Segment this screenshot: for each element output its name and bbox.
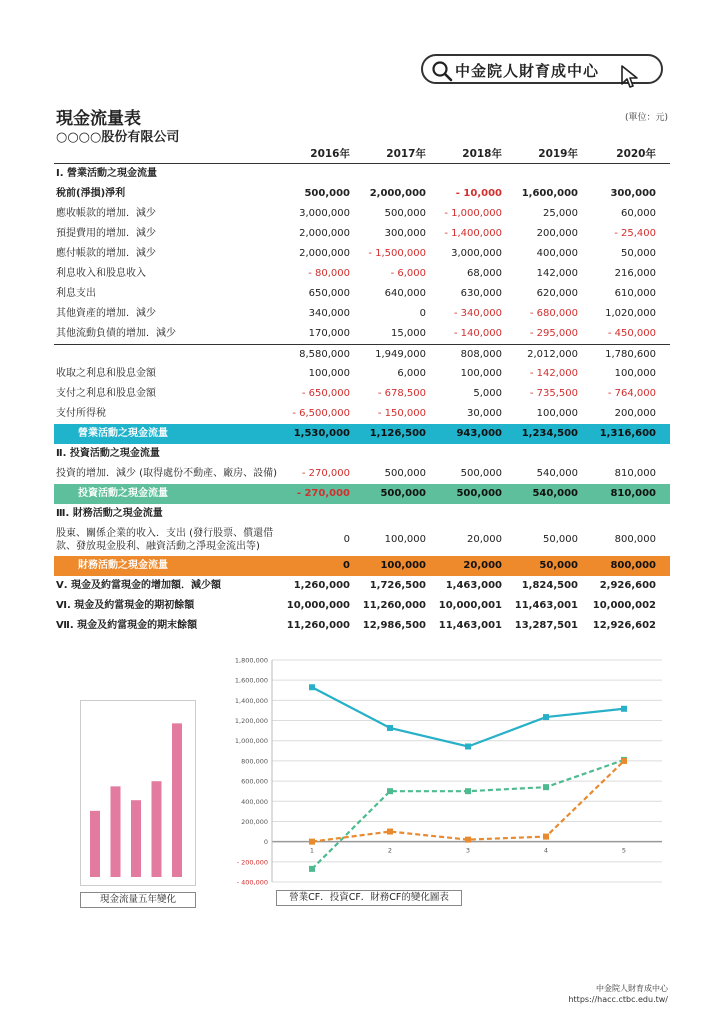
table-row: [54, 224, 670, 244]
row-value: 11,260,000: [286, 620, 350, 631]
series-0-point: [309, 684, 315, 690]
year-header: 2018年: [462, 148, 502, 160]
row-value: 500,000: [384, 208, 426, 219]
row-value: 800,000: [610, 560, 656, 571]
series-0-point: [387, 725, 393, 731]
row-value: 1,824,500: [521, 580, 578, 591]
row-value: - 6,000: [390, 268, 426, 279]
row-value: 100,000: [384, 534, 426, 545]
bar-chart-title: 現金流量五年變化: [80, 892, 196, 908]
table-row: [54, 284, 670, 304]
row-value: 610,000: [614, 288, 656, 299]
table-row: [54, 204, 670, 224]
company-name: ○○○○股份有限公司: [56, 130, 180, 145]
row-value: - 450,000: [607, 328, 656, 339]
row-value: 170,000: [308, 328, 350, 339]
operating-total-row: [54, 424, 670, 444]
summary-row: [54, 576, 670, 596]
series-2-point: [621, 758, 627, 764]
row-value: 100,000: [460, 368, 502, 379]
row-label: 收取之利息和股息金額: [56, 368, 156, 379]
row-value: 10,000,001: [438, 600, 502, 611]
y-tick-label: - 200,000: [236, 858, 268, 867]
row-value: 8,580,000: [299, 349, 350, 360]
series-line-0: [312, 687, 624, 746]
brand-search-box[interactable]: [421, 54, 663, 84]
row-value: 540,000: [532, 488, 578, 499]
investing-total-row: [54, 484, 670, 504]
table-header-row: [54, 140, 670, 164]
subtotal-row: [54, 344, 670, 364]
cash-flow-table: [54, 140, 670, 636]
row-value: 1,780,600: [605, 349, 656, 360]
unit-label: (單位：元): [624, 113, 668, 123]
summary-row: [54, 596, 670, 616]
series-1-point: [465, 788, 471, 794]
row-label: 投資活動之現金流量: [78, 488, 168, 499]
row-value: 100,000: [536, 408, 578, 419]
row-value: 3,000,000: [299, 208, 350, 219]
row-value: 216,000: [614, 268, 656, 279]
row-value: 3,000,000: [451, 248, 502, 259]
row-value: - 650,000: [301, 388, 350, 399]
row-value: 10,000,002: [592, 600, 656, 611]
series-0-point: [543, 714, 549, 720]
search-icon: [431, 60, 453, 82]
row-value: 12,926,602: [592, 620, 656, 631]
row-value: - 6,500,000: [292, 408, 350, 419]
series-0-point: [465, 743, 471, 749]
row-value: 20,000: [463, 560, 502, 571]
row-value: 2,000,000: [369, 188, 426, 199]
row-value: 1,020,000: [605, 308, 656, 319]
row-value: 1,463,000: [445, 580, 502, 591]
table-row: [54, 304, 670, 324]
row-value: 25,000: [543, 208, 578, 219]
x-tick-label: 3: [465, 846, 471, 855]
row-value: 200,000: [614, 408, 656, 419]
financing-total-row: [54, 556, 670, 576]
y-tick-label: 1,600,000: [234, 676, 268, 685]
series-1-point: [387, 788, 393, 794]
row-value: 300,000: [384, 228, 426, 239]
row-value: - 270,000: [296, 488, 350, 499]
pointer-cursor-icon: [619, 64, 641, 90]
y-tick-label: 0: [263, 838, 268, 847]
table-row: [54, 524, 670, 556]
row-value: - 735,500: [529, 388, 578, 399]
row-value: 10,000,000: [286, 600, 350, 611]
row-value: - 1,000,000: [444, 208, 502, 219]
row-value: 20,000: [467, 534, 502, 545]
row-value: 650,000: [308, 288, 350, 299]
row-value: 1,316,600: [599, 428, 656, 439]
five-year-bar-chart: [80, 700, 196, 886]
y-tick-label: 800,000: [241, 757, 268, 766]
summary-row: [54, 616, 670, 636]
y-tick-label: 200,000: [241, 817, 268, 826]
bar-2: [131, 800, 141, 877]
row-value: 800,000: [614, 534, 656, 545]
bar-3: [152, 781, 162, 877]
table-row: [54, 264, 670, 284]
row-value: 0: [343, 560, 350, 571]
row-value: - 764,000: [607, 388, 656, 399]
footer-url[interactable]: https://hacc.ctbc.edu.tw/: [568, 995, 668, 1004]
row-value: - 80,000: [308, 268, 350, 279]
section-heading-financing: Ⅲ. 財務活動之現金流量: [56, 508, 163, 519]
brand-name: 中金院人財育成中心: [455, 62, 600, 80]
row-label: 應付帳款的增加．減少: [56, 248, 156, 259]
row-value: 500,000: [384, 468, 426, 479]
row-value: - 678,500: [377, 388, 426, 399]
series-2-point: [543, 834, 549, 840]
row-value: 300,000: [610, 188, 656, 199]
row-value: 50,000: [621, 248, 656, 259]
series-2-point: [309, 839, 315, 845]
row-value: 5,000: [473, 388, 502, 399]
row-label: 營業活動之現金流量: [78, 428, 168, 439]
row-value: - 680,000: [529, 308, 578, 319]
footer: [568, 983, 668, 1005]
y-tick-label: 1,400,000: [234, 696, 268, 705]
row-value: 500,000: [304, 188, 350, 199]
y-tick-label: 1,000,000: [234, 737, 268, 746]
year-header: 2020年: [616, 148, 656, 160]
row-label: 預提費用的增加．減少: [56, 228, 156, 239]
row-value: 30,000: [467, 408, 502, 419]
row-value: 620,000: [536, 288, 578, 299]
table-row: [54, 364, 670, 384]
x-tick-label: 4: [543, 846, 549, 855]
row-label: Ⅶ. 現金及約當現金的期末餘額: [56, 620, 198, 631]
table-row: [54, 384, 670, 404]
row-value: 2,000,000: [299, 248, 350, 259]
row-value: 1,530,000: [293, 428, 350, 439]
y-tick-label: 1,800,000: [234, 656, 268, 665]
x-tick-label: 2: [387, 846, 393, 855]
row-value: 11,463,001: [514, 600, 578, 611]
row-value: 2,926,600: [599, 580, 656, 591]
row-label: 財務活動之現金流量: [78, 560, 168, 571]
row-value: 1,260,000: [293, 580, 350, 591]
row-value: 1,600,000: [521, 188, 578, 199]
section-heading-operating: Ⅰ. 營業活動之現金流量: [56, 168, 158, 179]
row-value: 200,000: [536, 228, 578, 239]
row-value: 500,000: [456, 488, 502, 499]
row-value: 100,000: [380, 560, 426, 571]
row-value: 68,000: [467, 268, 502, 279]
bar-4: [172, 723, 182, 877]
row-label: 利息收入和股息收入: [56, 268, 146, 279]
row-value: - 1,400,000: [444, 228, 502, 239]
row-value: - 142,000: [529, 368, 578, 379]
row-value: - 295,000: [529, 328, 578, 339]
y-tick-label: 400,000: [241, 797, 268, 806]
table-row: [54, 184, 670, 204]
year-header: 2019年: [538, 148, 578, 160]
table-row: [54, 404, 670, 424]
year-header: 2017年: [386, 148, 426, 160]
row-value: 2,012,000: [527, 349, 578, 360]
row-value: 1,726,500: [369, 580, 426, 591]
series-1-point: [309, 866, 315, 872]
row-label: Ⅵ. 現金及約當現金的期初餘額: [56, 600, 195, 611]
row-value: 1,126,500: [369, 428, 426, 439]
year-header: 2016年: [310, 148, 350, 160]
row-value: 50,000: [543, 534, 578, 545]
footer-name: 中金院人財育成中心: [596, 984, 668, 993]
row-label: 支付之利息和股息金額: [56, 388, 156, 399]
section-heading-investing: Ⅱ. 投資活動之現金流量: [56, 448, 160, 459]
row-value: 11,260,000: [362, 600, 426, 611]
row-value: - 340,000: [453, 308, 502, 319]
series-2-point: [465, 837, 471, 843]
row-label: 支付所得稅: [56, 408, 106, 419]
row-value: 15,000: [391, 328, 426, 339]
row-value: 640,000: [384, 288, 426, 299]
row-value: 500,000: [380, 488, 426, 499]
y-tick-label: 1,200,000: [234, 717, 268, 726]
row-value: 540,000: [536, 468, 578, 479]
page-title: 現金流量表: [56, 109, 141, 129]
row-value: - 270,000: [301, 468, 350, 479]
bar-0: [90, 811, 100, 877]
row-label: 其他資產的增加．減少: [56, 308, 156, 319]
table-row: [54, 244, 670, 264]
series-1-point: [543, 784, 549, 790]
row-value: - 140,000: [453, 328, 502, 339]
x-tick-label: 5: [621, 846, 627, 855]
row-value: 142,000: [536, 268, 578, 279]
row-value: 60,000: [621, 208, 656, 219]
x-tick-label: 1: [309, 846, 315, 855]
row-value: 100,000: [614, 368, 656, 379]
y-tick-label: 600,000: [241, 777, 268, 786]
bar-chart-canvas: [81, 701, 195, 885]
row-value: 2,000,000: [299, 228, 350, 239]
row-value: 808,000: [460, 349, 502, 360]
row-value: 12,986,500: [362, 620, 426, 631]
row-value: - 10,000: [455, 188, 502, 199]
series-0-point: [621, 706, 627, 712]
row-value: 1,949,000: [375, 349, 426, 360]
row-value: 100,000: [308, 368, 350, 379]
row-value: 400,000: [536, 248, 578, 259]
row-label: 投資的增加．減少 (取得處份不動產、廠房、設備): [56, 468, 277, 479]
cf-line-chart: [232, 652, 666, 888]
row-value: 810,000: [614, 468, 656, 479]
row-value: - 25,400: [614, 228, 656, 239]
row-value: - 150,000: [377, 408, 426, 419]
row-label: 應收帳款的增加．減少: [56, 208, 156, 219]
line-chart-title: 營業CF．投資CF．財務CF的變化圖表: [276, 890, 462, 906]
row-label: Ⅴ. 現金及約當現金的增加額．減少額: [56, 580, 222, 591]
row-value: 810,000: [610, 488, 656, 499]
row-value: 0: [343, 534, 350, 545]
row-label: 稅前(淨損)淨利: [56, 188, 126, 199]
row-value: 0: [419, 308, 426, 319]
row-value: - 1,500,000: [368, 248, 426, 259]
row-value: 1,234,500: [521, 428, 578, 439]
row-value: 13,287,501: [514, 620, 578, 631]
row-value: 11,463,001: [438, 620, 502, 631]
line-chart-canvas: [232, 652, 666, 888]
bar-1: [111, 786, 121, 877]
row-label: 利息支出: [56, 288, 96, 299]
row-label: 股東、關係企業的收入．支出 (發行股票、償還借款、發放現金股利、融資活動之淨現金流出等): [56, 528, 274, 552]
row-label: 其他流動負債的增加．減少: [56, 328, 176, 339]
row-value: 630,000: [460, 288, 502, 299]
table-row: [54, 464, 670, 484]
table-row: [54, 324, 670, 344]
row-value: 6,000: [397, 368, 426, 379]
y-tick-label: - 400,000: [236, 878, 268, 887]
row-value: 943,000: [456, 428, 502, 439]
series-2-point: [387, 829, 393, 835]
row-value: 500,000: [460, 468, 502, 479]
row-value: 50,000: [539, 560, 578, 571]
row-value: 340,000: [308, 308, 350, 319]
